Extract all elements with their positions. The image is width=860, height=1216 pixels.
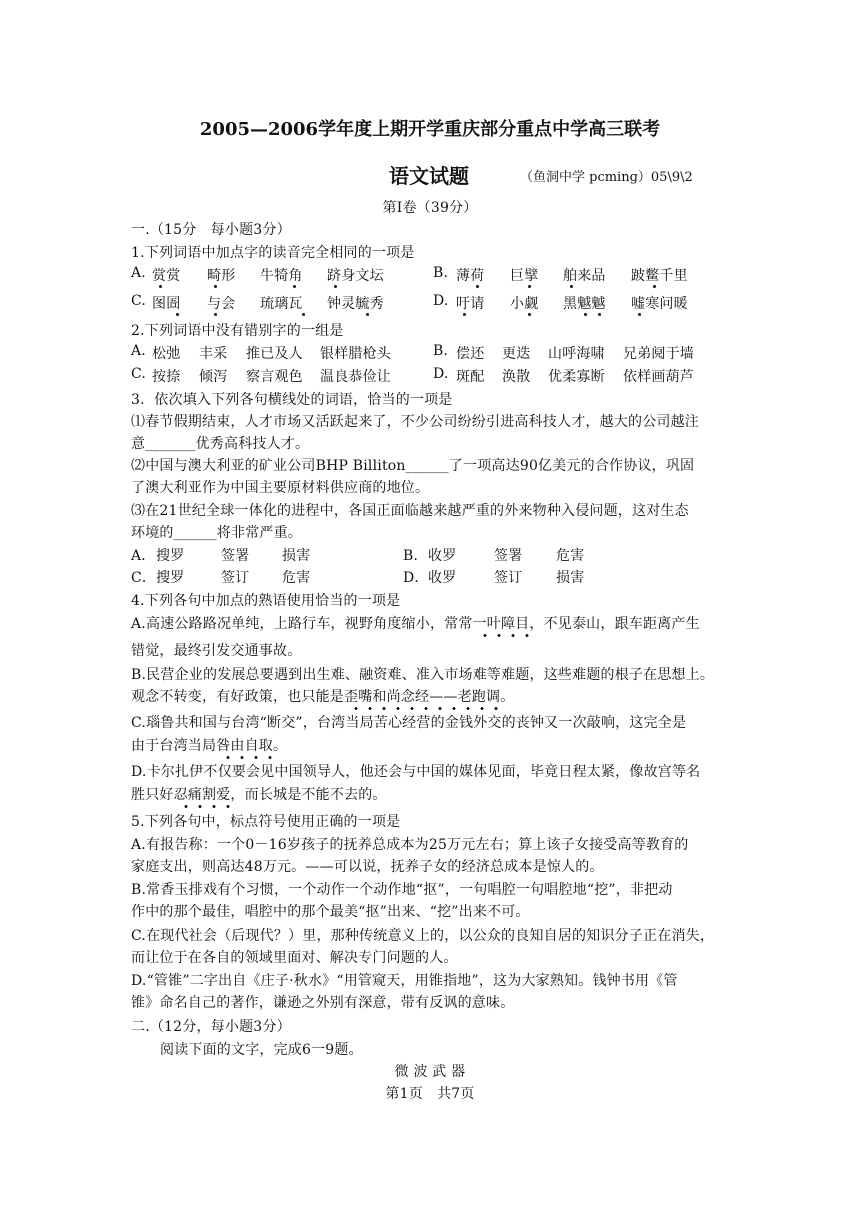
section2-intro: 阅读下面的文字，完成6一9题。 [160,1042,363,1058]
q5-option-d-line1: D.“管锥”二字出自《庄子·秋水》“用管窥天，用锥指地”，这为大家熟知。钱钟书用《管 [131,973,678,989]
q3-stem: 3．依次填入下列各句横线处的词语，恰当的一项是 [131,392,453,408]
q5-stem: 5.下列各句中，标点符号使用正确的一项是 [131,814,401,830]
q3-sentence2-line2: 了澳大利亚作为中国主要原材料供应商的地位。 [131,480,430,496]
q4-b-idiom: 歪嘴和尚念经——老跑调 [344,689,500,711]
q5-option-a-line2: 家庭支出，则高达48万元。——可以说，抚养子女的经济总成本是惊人的。 [131,859,604,875]
q4-option-a-line2: 错觉，最终引发交通事故。 [131,643,302,659]
q5-option-c-line2: 而让位于在各自的领域里面对、解决专门问题的人。 [131,950,458,966]
q5-option-b-line2: 作中的那个最佳，唱腔中的那个最美“抠”出来、“挖”出来不可。 [131,904,530,920]
q4-option-b-line2: 观念不转变，有好政策，也只能是歪嘴和尚念经——老跑调。 [131,686,514,706]
q5-option-b-line1: B.常香玉排戏有个习惯，一个动作一个动作地“抠”，一句唱腔一句唱腔地“挖”，非把动 [131,882,673,898]
q4-option-c-line1: C.瑙鲁共和国与台湾“断交”，台湾当局苦心经营的金钱外交的丧钟又一次敲响，这完全是 [131,715,687,731]
q2-stem: 2.下列词语中没有错别字的一组是 [131,323,344,339]
passage-title: 微 波 武 器 [394,1064,466,1080]
source-note: （鱼洞中学 pcming）05\9\2 [520,170,693,185]
page-footer: 第1页 共7页 [385,1086,475,1102]
q1-stem: 1.下列词语中加点字的读音完全相同的一项是 [131,245,415,261]
q4-c-idiom: 咎由自取 [216,738,273,760]
q5-option-a-line1: A.有报告称：一个0－16岁孩子的抚养总成本为25万元左右；算上该子女接受高等教育的 [131,837,689,853]
exam-title: 2005—2006学年度上期开学重庆部分重点中学高三联考 [199,119,661,140]
subject-title: 语文试题 [389,164,469,188]
q3-sentence1-line2: 意_______优秀高科技人才。 [131,436,310,452]
q4-a-idiom: 一叶障目 [473,616,530,638]
q4-option-d-line1: D.卡尔扎伊不仅要会见中国领导人，他还会与中国的媒体见面，毕竟日程太紧，像故宫等名 [131,764,701,780]
q3-sentence3-line2: 环境的______将非常严重。 [131,525,302,541]
q4-option-a-line1: A.高速公路路况单纯，上路行车，视野角度缩小，常常一叶障目，不见泰山，跟车距离产生 [131,613,700,633]
section2-heading: 二.（12分，每小题3分） [131,1019,291,1035]
section1-heading: 一.（15分 每小题3分） [131,222,291,238]
q4-option-c-line2: 由于台湾当局咎由自取。 [131,735,287,755]
q3-sentence1-line1: ⑴春节假期结束，人才市场又活跃起来了，不少公司纷纷引进高科技人才，越大的公司越注 [131,414,699,430]
q3-sentence2-line1: ⑵中国与澳大利亚的矿业公司BHP Billiton______了一项高达90亿美元的合作协议，巩固 [131,458,695,474]
q4-d-idiom: 忍痛割爱 [174,787,231,809]
q5-option-c-line1: C.在现代社会（后现代？）里，那种传统意义上的，以公众的良知自居的知识分子正在消失， [131,928,715,944]
volume-label: 第Ⅰ卷（39分） [382,200,478,216]
q3-sentence3-line1: ⑶在21世纪全球一体化的进程中，各国正面临越来越严重的外来物种入侵问题，这对生态 [131,503,689,519]
q5-option-d-line2: 锥》命名自己的著作，谦逊之外别有深意，带有反讽的意味。 [131,995,515,1011]
q4-stem: 4.下列各句中加点的熟语使用恰当的一项是 [131,593,401,609]
q4-option-b-line1: B.民营企业的发展总要遇到出生难、融资难、准入市场难等难题，这些难题的根子在思想上。 [131,667,715,683]
q4-option-d-line2: 胜只好忍痛割爱，而长城是不能不去的。 [131,784,387,804]
